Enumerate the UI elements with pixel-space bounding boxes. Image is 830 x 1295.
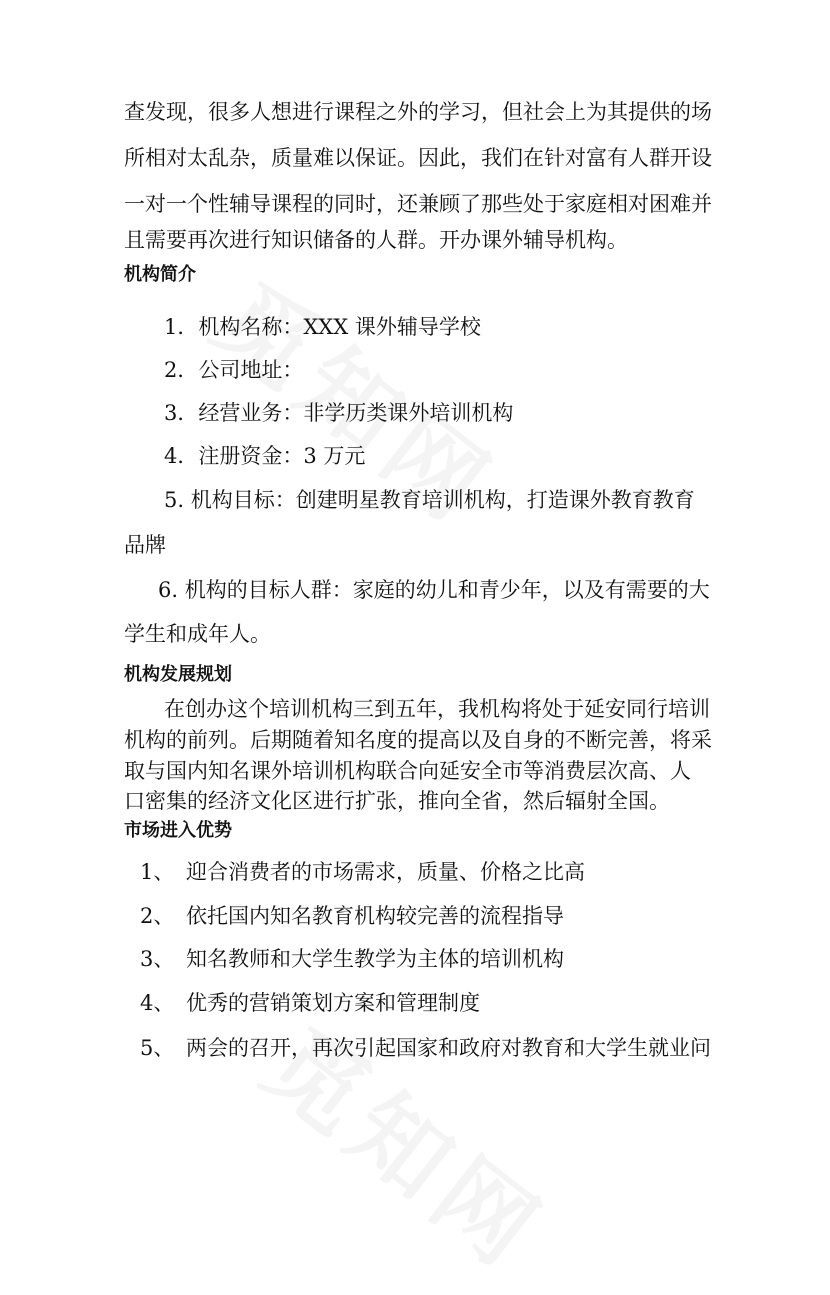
plan-line: 机构的前列。后期随着知名度的提高以及自身的不断完善，将采 (124, 728, 712, 752)
market-item-text: 两会的召开，再次引起国家和政府对教育和大学生就业问 (186, 1036, 711, 1060)
section-heading-market: 市场进入优势 (124, 820, 232, 841)
profile-item: 3．经营业务：非学历类课外培训机构 (164, 401, 514, 425)
market-item-text: 依托国内知名教育机构较完善的流程指导 (186, 904, 564, 928)
market-item-text: 优秀的营销策划方案和管理制度 (186, 991, 480, 1015)
market-item-text: 知名教师和大学生教学为主体的培训机构 (186, 947, 564, 971)
market-item-number: 3、 (140, 947, 175, 971)
plan-line: 取与国内知名课外培训机构联合向延安全市等消费层次高、人 (124, 759, 691, 783)
intro-line: 且需要再次进行知识储备的人群。开办课外辅导机构。 (124, 228, 628, 252)
profile-item: 4．注册资金：3 万元 (164, 444, 366, 468)
section-heading-profile: 机构简介 (124, 264, 196, 285)
market-item-number: 1、 (140, 860, 175, 884)
market-item-text: 迎合消费者的市场需求，质量、价格之比高 (186, 860, 585, 884)
intro-line: 所相对太乱杂，质量难以保证。因此，我们在针对富有人群开设 (124, 146, 712, 170)
intro-line: 一对一个性辅导课程的同时，还兼顾了那些处于家庭相对困难并 (124, 192, 712, 216)
profile-item: 2．公司地址： (164, 358, 304, 382)
market-item-number: 4、 (140, 991, 175, 1015)
market-item-number: 5、 (140, 1036, 175, 1060)
profile-item: 6. 机构的目标人群：家庭的幼儿和青少年，以及有需要的大 (158, 578, 710, 602)
profile-item: 1．机构名称：XXX 课外辅导学校 (164, 315, 481, 339)
intro-line: 查发现，很多人想进行课程之外的学习，但社会上为其提供的场 (124, 100, 712, 124)
market-item-number: 2、 (140, 904, 175, 928)
section-heading-plan: 机构发展规划 (124, 664, 232, 685)
plan-line: 口密集的经济文化区进行扩张，推向全省，然后辐射全国。 (124, 789, 670, 813)
profile-item-continuation: 学生和成年人。 (124, 622, 271, 646)
profile-item-continuation: 品牌 (124, 533, 166, 557)
profile-item: 5. 机构目标：创建明星教育培训机构，打造课外教育教育 (164, 488, 695, 512)
plan-line: 在创办这个培训机构三到五年，我机构将处于延安同行培训 (164, 697, 710, 721)
